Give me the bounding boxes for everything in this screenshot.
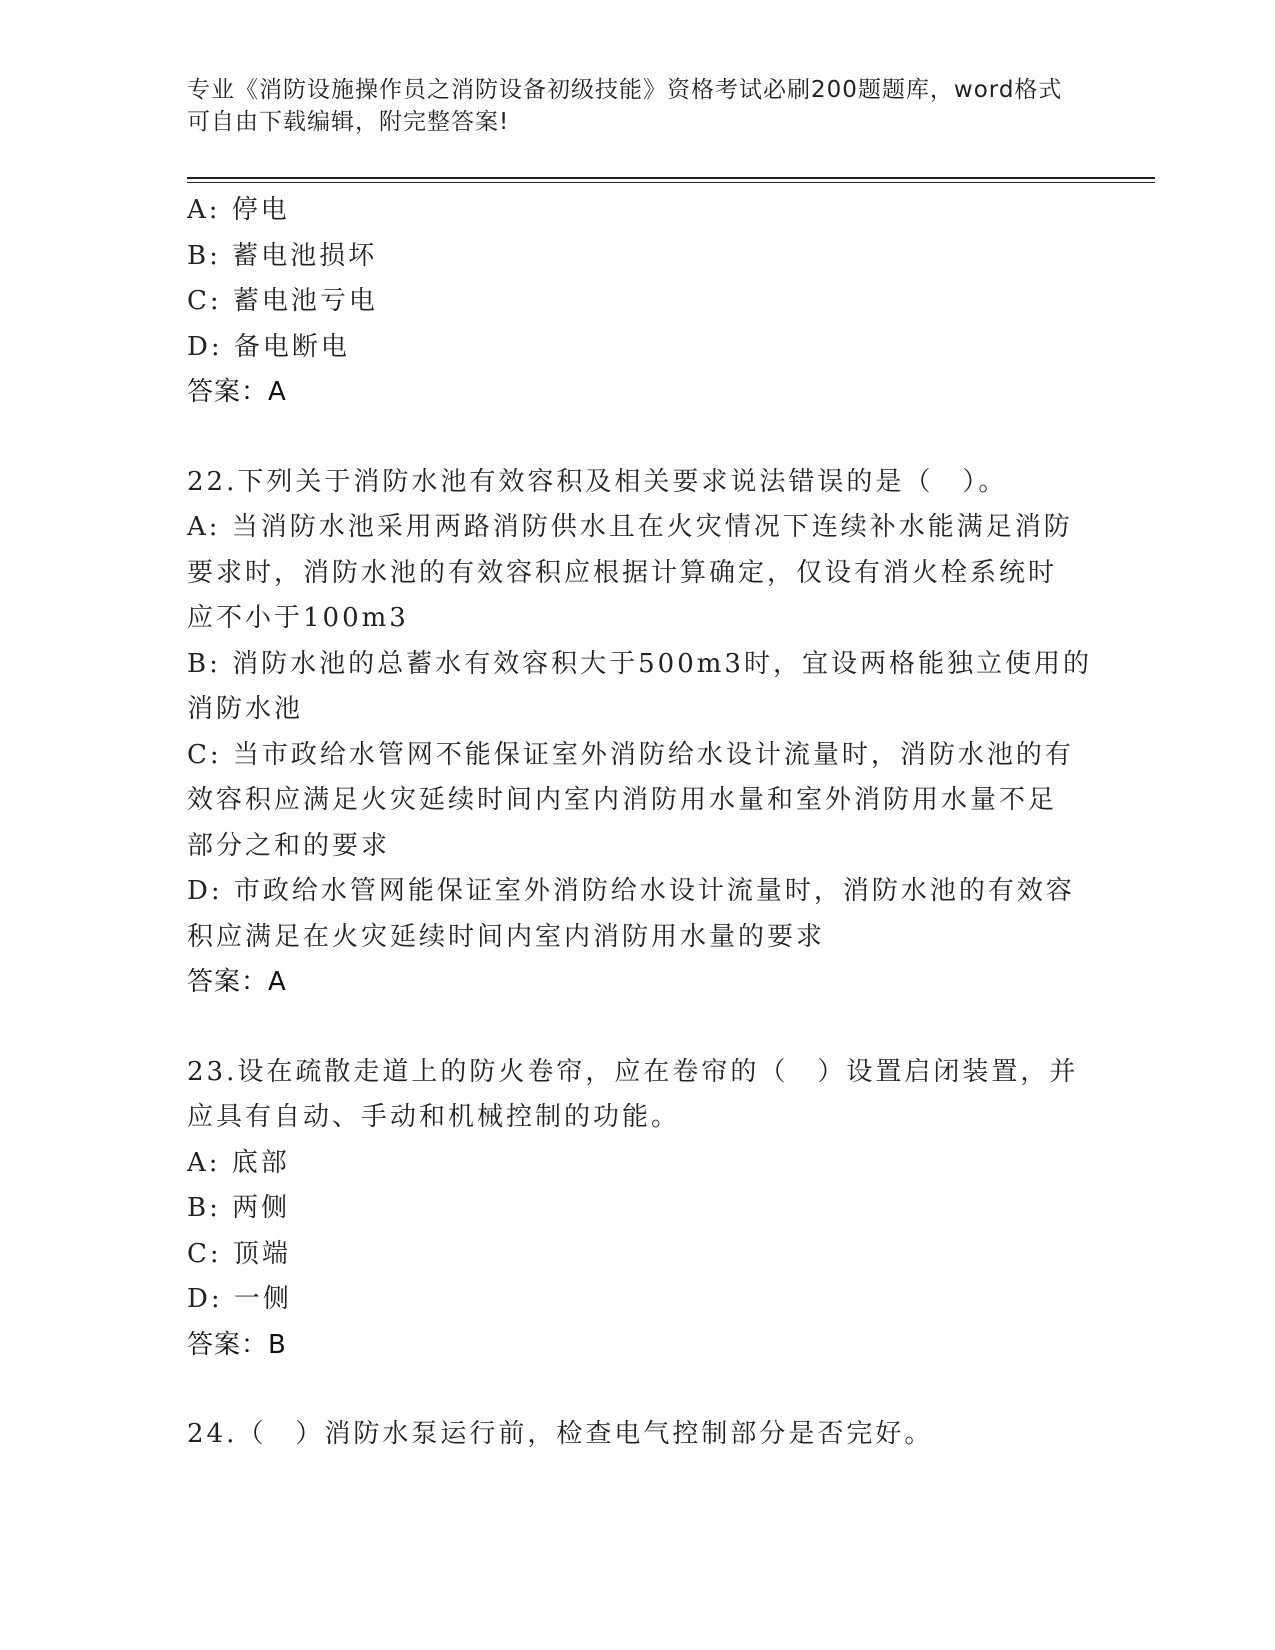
header-rule-thin <box>187 182 1155 183</box>
option-a-line-2: 要求时，消防水池的有效容积应根据计算确定，仅设有消火栓系统时 <box>187 557 1058 588</box>
question-22 <box>187 460 1092 1006</box>
option-a-line-3: 应不小于100m3 <box>187 603 409 633</box>
answer-label: 答案：A <box>187 377 287 407</box>
question-21 <box>187 188 1067 416</box>
question-text-line-2: 应具有自动、手动和机械控制的功能。 <box>187 1102 681 1132</box>
answer-label: 答案：B <box>187 1329 287 1360</box>
option-a: A: 底部 <box>187 1147 290 1178</box>
question-text: 22.下列关于消防水池有效容积及相关要求说法错误的是（ ）。 <box>187 466 1008 497</box>
header-rule-thick <box>187 177 1155 179</box>
option-d-line-2: 积应满足在火灾延续时间内室内消防用水量的要求 <box>187 921 826 952</box>
question-24 <box>187 1412 1067 1458</box>
option-d: D: 备电断电 <box>187 331 350 362</box>
option-c-line-2: 效容积应满足火灾延续时间内室内消防用水量和室外消防用水量不足 <box>187 785 1058 815</box>
header-title: 专业《消防设施操作员之消防设备初级技能》资格考试必刷200题题库，word格式可自由下载编辑，附完整答案! <box>187 77 1063 135</box>
option-d: D: 一侧 <box>187 1284 292 1314</box>
option-c: C: 顶端 <box>187 1238 291 1269</box>
option-a: A: 停电 <box>187 195 290 225</box>
question-text-line-1: 23.设在疏散走道上的防火卷帘，应在卷帘的（ ）设置启闭装置，并 <box>187 1056 1079 1087</box>
answer-label: 答案：A <box>187 967 287 997</box>
option-a-line-1: A: 当消防水池采用两路消防供水且在火灾情况下连续补水能满足消防 <box>187 512 1073 542</box>
option-c-line-3: 部分之和的要求 <box>187 830 391 861</box>
question-text: 24.（ ）消防水泵运行前，检查电气控制部分是否完好。 <box>187 1419 934 1449</box>
option-b: B: 两侧 <box>187 1193 291 1223</box>
question-content <box>187 188 1092 1458</box>
question-23 <box>187 1050 1079 1369</box>
option-b-line-2: 消防水池 <box>187 694 304 724</box>
document-header <box>187 74 1067 138</box>
option-b-line-1: B: 消防水池的总蓄水有效容积大于500m3时，宜设两格能独立使用的 <box>187 648 1092 679</box>
option-c: C: 蓄电池亏电 <box>187 286 378 316</box>
option-d-line-1: D: 市政给水管网能保证室外消防给水设计流量时，消防水池的有效容 <box>187 876 1075 906</box>
option-c-line-1: C: 当市政给水管网不能保证室外消防给水设计流量时，消防水池的有 <box>187 739 1074 770</box>
option-b: B: 蓄电池损坏 <box>187 240 378 271</box>
